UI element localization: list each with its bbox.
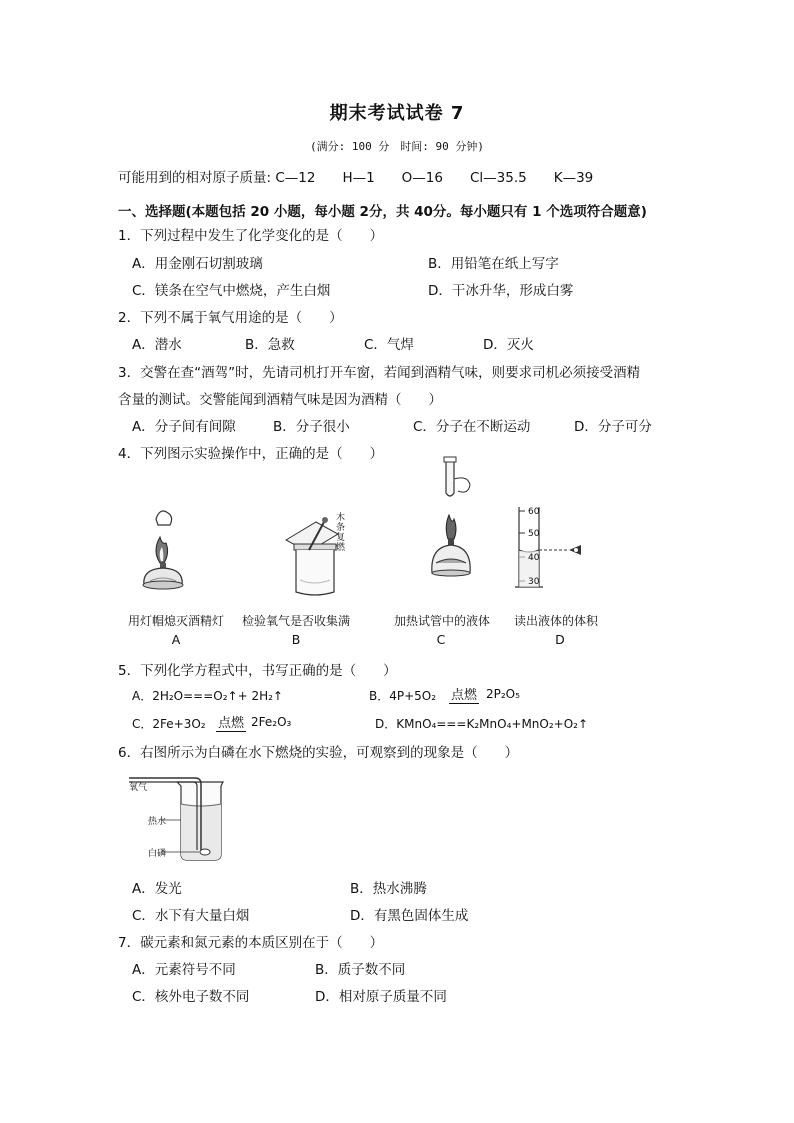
q3-stem-line2: 含量的测试。交警能闻到酒精气味是因为酒精（ ） xyxy=(118,392,442,408)
q5-option-a: A．2H₂O===O₂↑+ 2H₂↑ xyxy=(132,689,283,703)
q5-stem: 5．下列化学方程式中，书写正确的是（ ） xyxy=(118,663,397,679)
q7-option-c: C．核外电子数不同 xyxy=(132,989,250,1005)
q2-option-d: D．灭火 xyxy=(483,337,534,353)
q1-option-b: B．用铅笔在纸上写字 xyxy=(428,256,559,272)
q6-stem: 6．右图所示为白磷在水下燃烧的实验，可观察到的现象是（ ） xyxy=(118,745,519,761)
q5-option-c-product: 2Fe₂O₃ xyxy=(251,715,292,729)
label-white-phosphorus: 白磷 xyxy=(148,849,167,859)
exam-info: (满分: 100 分 时间: 90 分钟) xyxy=(309,140,485,153)
q5-option-c-condition: 点燃 xyxy=(216,712,246,732)
splint-note: 木条复燃 xyxy=(336,513,346,553)
q6-option-b: B．热水沸腾 xyxy=(350,881,427,897)
figure-label-b: B xyxy=(291,632,301,647)
alcohol-lamp-figure xyxy=(130,505,200,600)
q3-option-b: B．分子很小 xyxy=(273,419,350,435)
q5-option-b-condition: 点燃 xyxy=(449,684,479,704)
q6-option-d: D．有黑色固体生成 xyxy=(350,908,469,924)
heating-test-tube-figure xyxy=(418,455,488,590)
q3-stem-line1: 3．交警在查“酒驾”时，先请司机打开车窗，若闻到酒精气味，则要求司机必须接受酒精 xyxy=(118,365,641,381)
q7-option-a: A．元素符号不同 xyxy=(132,962,236,978)
q6-option-a: A．发光 xyxy=(132,881,182,897)
q1-option-c: C．镁条在空气中燃烧，产生白烟 xyxy=(132,283,331,299)
page-title: 期末考试试卷 7 xyxy=(329,103,465,124)
q7-option-d: D．相对原子质量不同 xyxy=(315,989,447,1005)
figure-caption-a: 用灯帽熄灭酒精灯 xyxy=(127,614,224,628)
cylinder-tick-40: 40 xyxy=(528,553,540,563)
figure-caption-d: 读出液体的体积 xyxy=(513,614,598,628)
figure-label-a: A xyxy=(171,632,181,647)
figure-caption-c: 加热试管中的液体 xyxy=(393,614,490,628)
section-heading: 一、选择题(本题包括 20 小题，每小题 2分，共 40分。每小题只有 1 个选项符合题意) xyxy=(118,204,647,220)
q3-option-c: C．分子在不断运动 xyxy=(413,419,531,435)
cylinder-tick-30: 30 xyxy=(528,577,540,587)
q1-stem: 1．下列过程中发生了化学变化的是（ ） xyxy=(118,228,384,244)
q1-option-d: D．干冰升华，形成白雾 xyxy=(428,283,574,299)
q3-option-d: D．分子可分 xyxy=(574,419,652,435)
q5-option-b-product: 2P₂O₅ xyxy=(486,687,520,701)
q1-option-a: A．用金刚石切割玻璃 xyxy=(132,256,263,272)
figure-label-d: D xyxy=(555,632,565,647)
cylinder-tick-60: 60 xyxy=(528,507,540,517)
q2-option-c: C．气焊 xyxy=(364,337,414,353)
q5-option-b: B．4P+5O₂ xyxy=(369,689,437,703)
q5-option-d: D．KMnO₄===K₂MnO₄+MnO₂+O₂↑ xyxy=(375,717,589,731)
q5-option-c: C．2Fe+3O₂ xyxy=(132,717,206,731)
atomic-mass-line: 可能用到的相对原子质量: C—12 H—1 O—16 Cl—35.5 K—39 xyxy=(118,170,594,186)
q7-option-b: B．质子数不同 xyxy=(315,962,406,978)
measuring-cylinder-figure xyxy=(505,505,595,590)
q7-stem: 7．碳元素和氮元素的本质区别在于（ ） xyxy=(118,935,384,951)
cylinder-tick-50: 50 xyxy=(528,529,540,539)
gas-jar-figure xyxy=(276,510,366,600)
q2-option-a: A．潜水 xyxy=(132,337,182,353)
q2-option-b: B．急救 xyxy=(245,337,295,353)
q2-stem: 2．下列不属于氧气用途的是（ ） xyxy=(118,310,343,326)
q3-option-a: A．分子间有间隙 xyxy=(132,419,236,435)
q6-option-c: C．水下有大量白烟 xyxy=(132,908,250,924)
figure-caption-b: 检验氧气是否收集满 xyxy=(241,614,350,628)
label-hot-water: 热水 xyxy=(148,817,167,827)
q4-stem: 4．下列图示实验操作中，正确的是（ ） xyxy=(118,446,384,462)
figure-label-c: C xyxy=(436,632,446,647)
label-oxygen: 氧气 xyxy=(129,783,148,793)
